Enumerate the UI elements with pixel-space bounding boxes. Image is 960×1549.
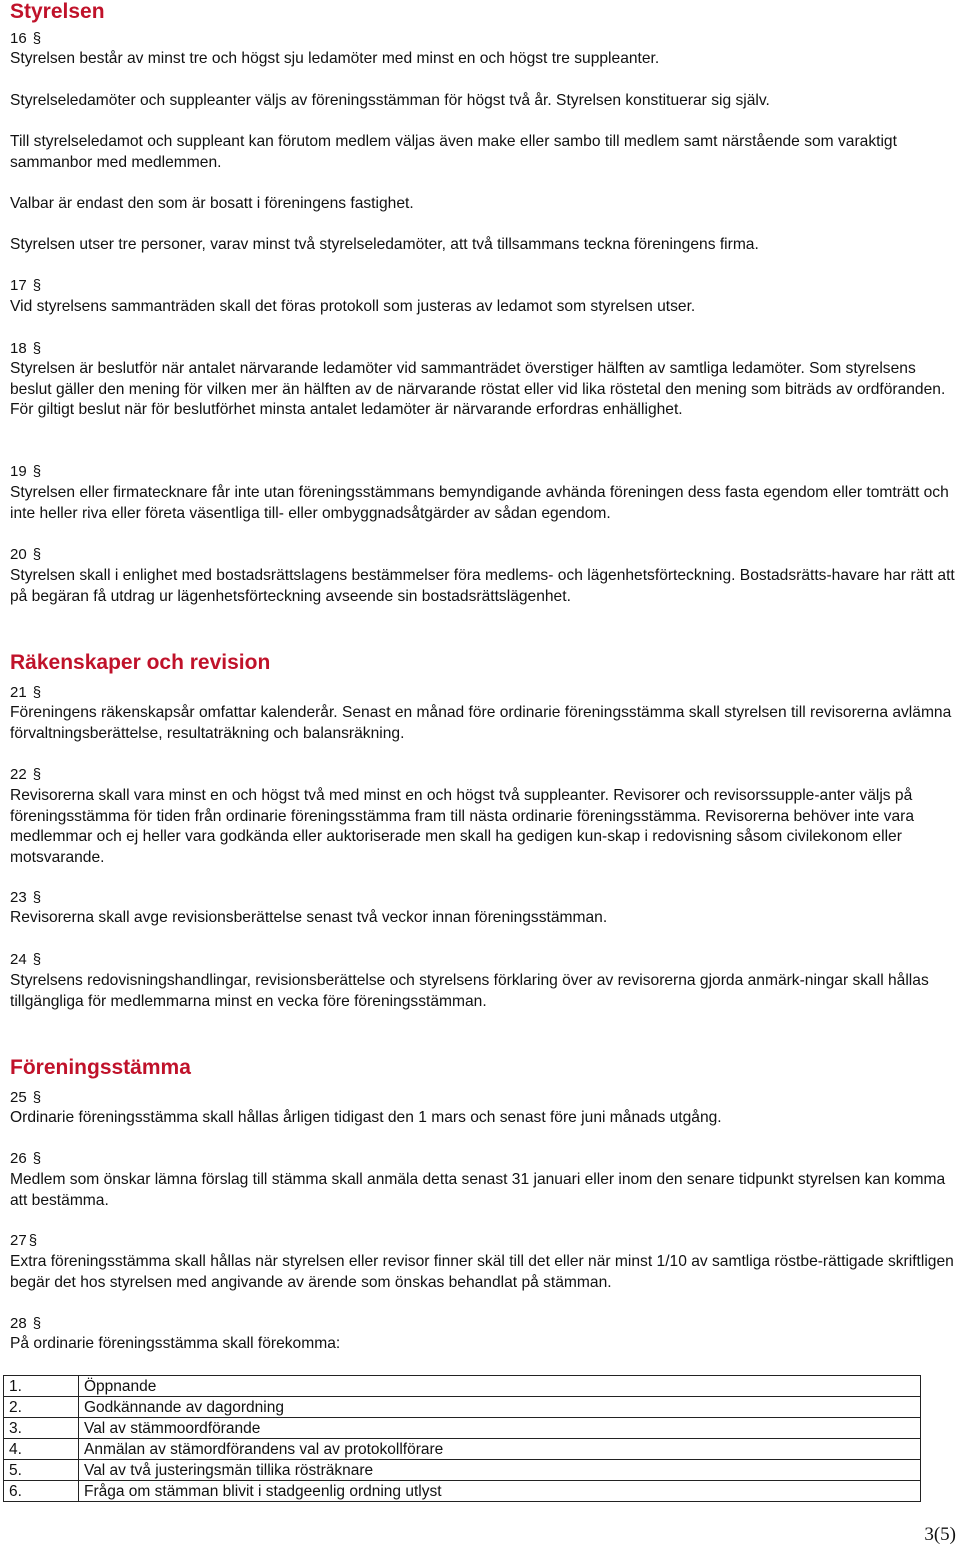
section-17-paragraph: Vid styrelsens sammanträden skall det föras protokoll som justeras av ledamot som styrelsen utser. <box>10 298 696 315</box>
section-27-paragraph: Extra föreningsstämma skall hållas när styrelsen eller revisor finner skäl till det eller när minst 1/10 av samtliga röstbe-rättigade skriftligen begär det hos styrelsen med angivande av ärende som önskas behandlat på stämman. <box>10 1253 954 1291</box>
section-26-number: 26 § <box>10 1150 42 1167</box>
section-18-number: 18 § <box>10 340 42 357</box>
page-number: 3(5) <box>924 1524 956 1545</box>
section-25-paragraph: Ordinarie föreningsstämma skall hållas årligen tidigast den 1 mars och senast före juni månads utgång. <box>10 1109 722 1126</box>
section-21-paragraph: Föreningens räkenskapsår omfattar kalenderår. Senast en månad före ordinarie föreningsstämma skall styrelsen till revisorerna avlämna förvaltningsberättelse, resultaträkning och balansräkning. <box>10 704 952 742</box>
heading-rakenskaper: Räkenskaper och revision <box>10 651 271 674</box>
section-24-number: 24 § <box>10 951 42 968</box>
table-row <box>4 1397 921 1418</box>
heading-styrelsen: Styrelsen <box>10 0 105 23</box>
section-16-paragraph-2: Styrelseledamöter och suppleanter väljs av föreningsstämman för högst två år. Styrelsen konstituerar sig själv. <box>10 92 770 109</box>
section-16-paragraph-4: Valbar är endast den som är bosatt i föreningens fastighet. <box>10 195 414 212</box>
section-16-paragraph-3: Till styrelseledamot och suppleant kan förutom medlem väljas även make eller sambo till medlem samt närstående som varaktigt sammanbor med medlemmen. <box>10 133 897 171</box>
agenda-table <box>3 1375 921 1502</box>
table-row <box>4 1439 921 1460</box>
section-27-number: 27 § <box>10 1232 38 1249</box>
heading-foreningsstamma: Föreningsstämma <box>10 1056 191 1079</box>
table-row <box>4 1376 921 1397</box>
section-23-number: 23 § <box>10 889 42 906</box>
agenda-number: 1. <box>4 1376 79 1397</box>
section-28-paragraph: På ordinarie föreningsstämma skall förekomma: <box>10 1335 341 1352</box>
section-21-number: 21 § <box>10 684 42 701</box>
table-row <box>4 1460 921 1481</box>
agenda-number: 2. <box>4 1397 79 1418</box>
section-18-paragraph: Styrelsen är beslutför när antalet närvarande ledamöter vid sammanträdet överstiger hälften av samtliga ledamöter. Som styrelsens beslut gäller den mening för vilken mer än hälften av de närvarande röstat eller vid lika röstetal den mening som biträds av ordföranden. För giltigt beslut när för beslutförhet minsta antalet ledamöter är närvarande erfordras enhällighet. <box>10 360 946 419</box>
section-16-paragraph-1: Styrelsen består av minst tre och högst sju ledamöter med minst en och högst tre suppleanter. <box>10 50 660 67</box>
section-23-paragraph: Revisorerna skall avge revisionsberättelse senast två veckor innan föreningsstämman. <box>10 909 608 926</box>
agenda-item: Godkännande av dagordning <box>79 1397 921 1418</box>
table-row <box>4 1481 921 1502</box>
section-26-paragraph: Medlem som önskar lämna förslag till stämma skall anmäla detta senast 31 januari eller inom den senare tidpunkt styrelsen kan komma att bestämma. <box>10 1171 946 1209</box>
section-20-number: 20 § <box>10 546 42 563</box>
section-16-number: 16 § <box>10 30 42 47</box>
section-24-paragraph: Styrelsens redovisningshandlingar, revisionsberättelse och styrelsens förklaring över av revisorerna gjorda anmärk-ningar skall hållas tillgängliga för medlemmarna minst en vecka före föreningsstämman. <box>10 972 929 1010</box>
section-22-number: 22 § <box>10 766 42 783</box>
section-19-number: 19 § <box>10 463 42 480</box>
section-22-paragraph: Revisorerna skall vara minst en och högst två med minst en och högst två suppleanter. Revisorer och revisorssupple-anter väljs på föreningsstämma för tiden från ordinarie föreningsstämma fram till nästa ordinarie föreningsstämma. Revisorerna behöver inte vara medlemmar och ej heller vara godkända eller auktoriserade men skall ha gedigen kun-skap i redovisning såsom civilekonom eller motsvarande. <box>10 787 914 866</box>
section-17-number: 17 § <box>10 277 42 294</box>
agenda-item: Fråga om stämman blivit i stadgeenlig ordning utlyst <box>79 1481 921 1502</box>
agenda-number: 3. <box>4 1418 79 1439</box>
agenda-item: Val av stämmoordförande <box>79 1418 921 1439</box>
section-16-paragraph-5: Styrelsen utser tre personer, varav minst två styrelseledamöter, att två tillsammans teckna föreningens firma. <box>10 236 759 253</box>
section-28-number: 28 § <box>10 1315 42 1332</box>
agenda-number: 5. <box>4 1460 79 1481</box>
agenda-item: Val av två justeringsmän tillika rösträknare <box>79 1460 921 1481</box>
agenda-number: 4. <box>4 1439 79 1460</box>
agenda-number: 6. <box>4 1481 79 1502</box>
section-20-paragraph: Styrelsen skall i enlighet med bostadsrättslagens bestämmelser föra medlems- och lägenhetsförteckning. Bostadsrätts-havare har rätt att på begäran få utdrag ur lägenhetsförteckning avseende sin bostadsrättslägenhet. <box>10 567 955 605</box>
agenda-item: Anmälan av stämordförandens val av protokollförare <box>79 1439 921 1460</box>
section-25-number: 25 § <box>10 1089 42 1106</box>
table-row <box>4 1418 921 1439</box>
agenda-item: Öppnande <box>79 1376 921 1397</box>
section-19-paragraph: Styrelsen eller firmatecknare får inte utan föreningsstämmans bemyndigande avhända föreningen dess fasta egendom eller tomträtt och inte heller riva eller företa väsentliga till- eller ombyggnadsåtgärder av sådan egendom. <box>10 484 949 522</box>
